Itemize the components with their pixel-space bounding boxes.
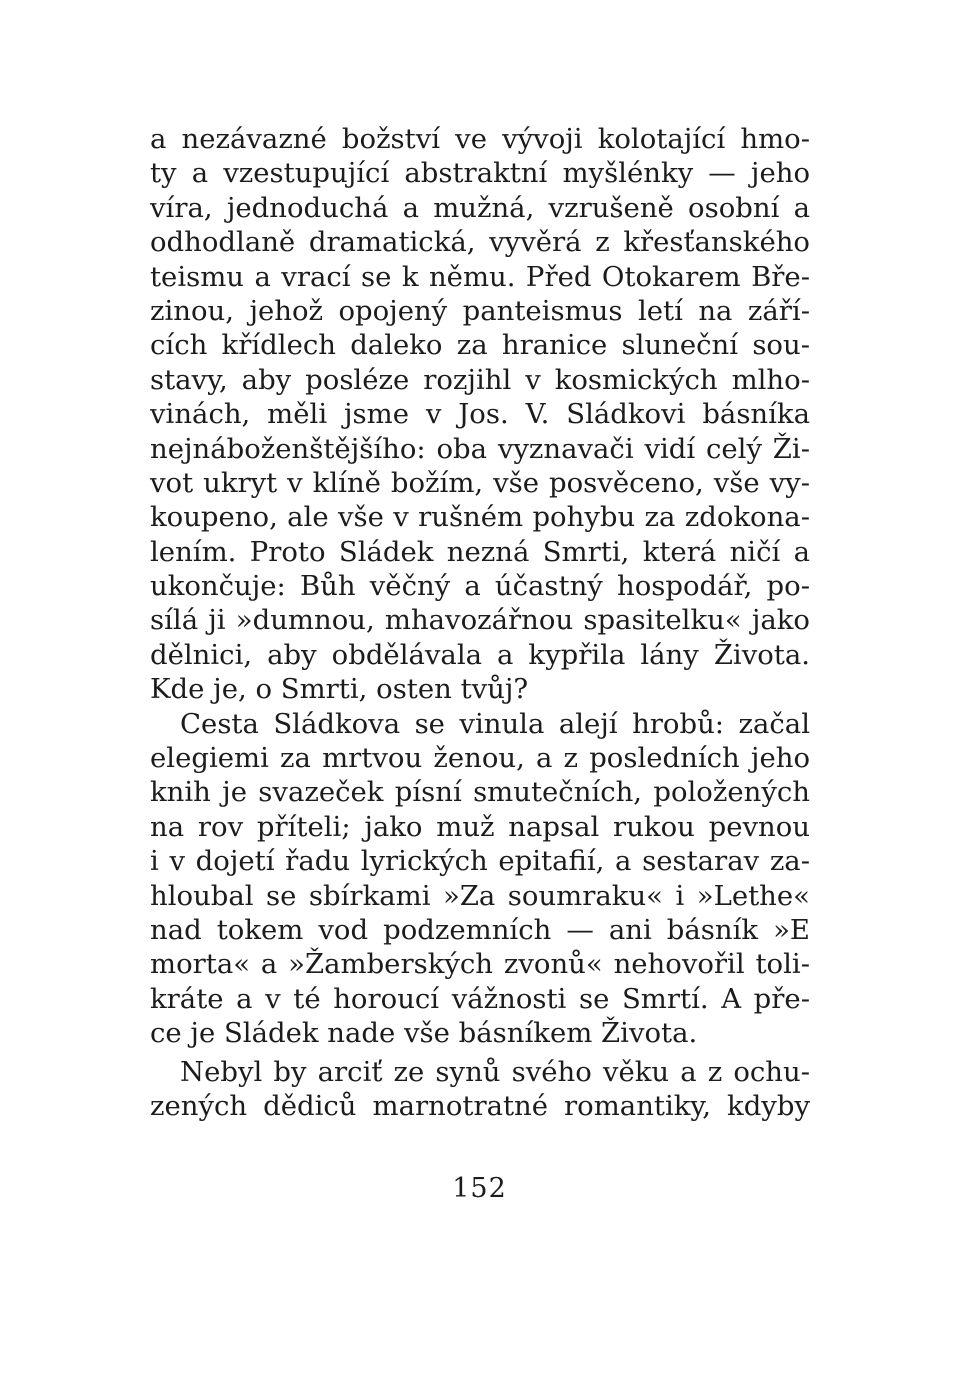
text-line: kráte a v té horoucí vážnosti se Smrtí. A pře- (150, 982, 810, 1015)
text-line: ty a vzestupující abstraktní myšlénky — jeho (150, 157, 810, 190)
text-line: odhodlaně dramatická, vyvěrá z křesťanského (150, 226, 810, 259)
text-line: nad tokem vod podzemních — ani básník »E (150, 913, 810, 946)
text-line: elegiemi za mrtvou ženou, a z posledních jeho (150, 742, 810, 775)
text-line: zinou, jehož opojený panteismus letí na září- (150, 294, 810, 327)
text-line: na rov příteli; jako muž napsal rukou pevnou (150, 810, 810, 843)
text-line: Nebyl by arciť ze synů svého věku a z ochu- (180, 1055, 810, 1088)
text-line: dělnici, aby obdělávala a kypřila lány Života. (150, 638, 810, 671)
text-line: ce je Sládek nade vše básníkem Života. (150, 1017, 698, 1050)
text-line: zených dědiců marnotratné romantiky, kdyby (150, 1089, 810, 1122)
text-line: i v dojetí řadu lyrických epitafií, a sestarav za- (150, 845, 810, 878)
text-line: vinách, měli jsme v Jos. V. Sládkovi básníka (150, 398, 810, 431)
paragraph-1 (150, 122, 810, 707)
page-number: 152 (452, 1173, 507, 1204)
text-line: víra, jednoduchá a mužná, vzrušeně osobní a (150, 191, 810, 224)
text-line: teismu a vrací se k němu. Před Otokarem Bře- (150, 260, 810, 293)
text-line: nejnáboženštějšího: oba vyznavači vidí celý Ži- (150, 432, 810, 465)
text-line: knih je svazeček písní smutečních, položených (150, 776, 810, 809)
paragraph-3 (150, 1055, 810, 1124)
text-line: morta« a »Žamberských zvonů« nehovořil toli- (150, 948, 810, 981)
text-line: koupeno, ale vše v rušném pohybu za zdokona- (150, 501, 810, 534)
text-line: hloubal se sbírkami »Za soumraku« i »Lethe« (150, 879, 810, 912)
text-line: a nezávazné božství ve vývoji kolotající hmo- (150, 123, 810, 155)
body-text (150, 122, 810, 1123)
paragraph-2 (150, 707, 810, 1051)
text-line: lením. Proto Sládek nezná Smrti, která ničí a (150, 535, 810, 568)
text-line: sílá ji »dumnou, mhavozářnou spasitelku« jako (150, 604, 810, 637)
text-line: cích křídlech daleko za hranice sluneční sou- (150, 329, 810, 362)
text-line: stavy, aby posléze rozjihl v kosmických mlho- (150, 363, 810, 396)
text-line: Cesta Sládkova se vinula alejí hrobů: začal (180, 707, 810, 740)
text-line: vot ukryt v klíně božím, vše posvěceno, vše vy- (150, 466, 810, 499)
text-line: Kde je, o Smrti, osten tvůj? (150, 673, 529, 706)
text-line: ukončuje: Bůh věčný a účastný hospodář, po- (150, 570, 810, 603)
